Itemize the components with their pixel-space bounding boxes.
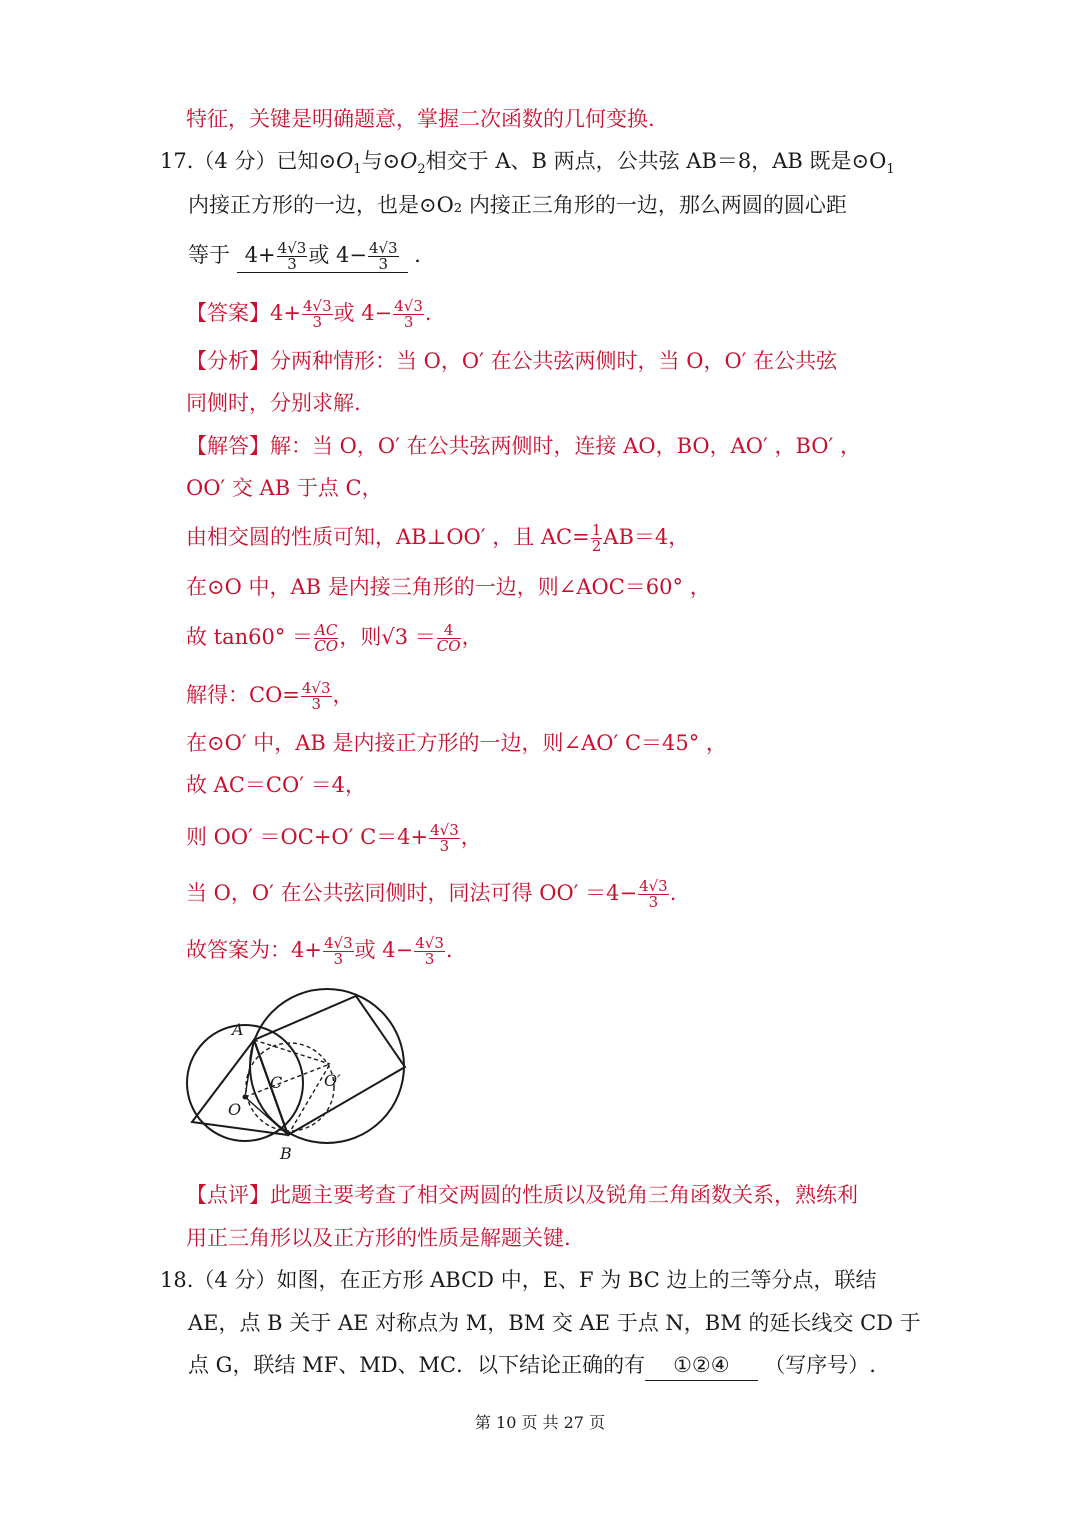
analysis-line1: 【分析】分两种情形：当 O，O′ 在公共弦两侧时，当 O，O′ 在公共弦 (186, 349, 838, 373)
label-c: C (270, 1073, 283, 1092)
circle-o-prime (250, 989, 404, 1143)
solution-line1: 【解答】解：当 O，O′ 在公共弦两侧时，连接 AO，BO，AO′ ，BO′ ， (186, 434, 861, 458)
question-number: 18. (160, 1268, 194, 1292)
solution-line9: 则 OO′ ＝OC+O′ C＝4+ $\frac{4√3}{3}$ ， (186, 821, 482, 855)
page-footer: 第 10 页 共 27 页 (474, 1413, 606, 1432)
question-score: （4 分） (193, 1268, 277, 1292)
question-17-stem-line3: 等于 4+ $\frac{4√3}{3}$ 或 4− $\frac{4√3}{3}$ ． (188, 239, 436, 273)
question-18-line1: 18.（4 分）如图，在正方形 ABCD 中，E、F 为 BC 边上的三等分点，联结 (160, 1268, 877, 1292)
comment-tag: 【点评】 (186, 1183, 270, 1207)
solution-line7: 在⊙O′ 中，AB 是内接正方形的一边，则∠AO′ C＝45° ， (186, 731, 727, 755)
question-18-line3: 点 G，联结 MF、MD、MC．以下结论正确的有 ①②④ （写序号）. (188, 1350, 876, 1381)
solution-line6: 解得：CO= $\frac{4√3}{3}$ ， (186, 679, 354, 713)
prev-question-tail: 特征，关键是明确题意，掌握二次函数的几何变换. (186, 107, 655, 131)
answer-tag: 【答案】 (186, 301, 270, 325)
comment-line2: 用正三角形以及正方形的性质是解题关键. (186, 1226, 571, 1250)
label-b: B (280, 1144, 292, 1163)
intersecting-circles-figure (180, 985, 420, 1170)
answer-line: 【答案】4+ $\frac{4√3}{3}$ 或 4− $\frac{4√3}{3}$ . (186, 297, 432, 331)
solution-line10: 当 O，O′ 在公共弦同侧时，同法可得 OO′ ＝4− $\frac{4√3}{3}$ . (186, 877, 677, 911)
question-17-stem-line1: 17.（4 分）已知$⊙O_1$与$⊙O_2$相交于 A、B 两点，公共弦 AB＝8，AB 既是$⊙O_1$ (160, 149, 895, 178)
question-score: （4 分） (193, 149, 277, 173)
question-18-line2: AE，点 B 关于 AE 对称点为 M，BM 交 AE 于点 N，BM 的延长线交 CD 于 (188, 1311, 921, 1335)
solution-line11: 故答案为：4+ $\frac{4√3}{3}$ 或 4− $\frac{4√3}{3}$ . (186, 934, 453, 968)
question-17-stem-line2: 内接正方形的一边，也是⊙O₂ 内接正三角形的一边，那么两圆的圆心距 (188, 193, 847, 217)
comment-line1: 【点评】此题主要考查了相交两圆的性质以及锐角三角函数关系，熟练利 (186, 1183, 858, 1207)
label-o-prime: O′ (324, 1071, 341, 1090)
label-a: A (232, 1020, 244, 1039)
solution-line2: OO′ 交 AB 于点 C， (186, 476, 383, 500)
answer-blank: 4+ $\frac{4√3}{3}$ 或 4− $\frac{4√3}{3}$ (237, 240, 408, 273)
label-o: O (228, 1100, 242, 1119)
solution-line5: 故 tan60° ＝ $\frac{AC}{CO}$ ，则√3 ＝ $\frac{4}{CO}$ ， (186, 621, 483, 655)
analysis-line2: 同侧时，分别求解. (186, 391, 361, 415)
solution-line3: 由相交圆的性质可知，AB⊥OO′ ，且 AC= $\frac{1}{2}$ AB＝4， (186, 521, 690, 555)
analysis-tag: 【分析】 (186, 349, 270, 373)
question-number: 17. (160, 149, 194, 173)
solution-line8: 故 AC＝CO′ ＝4， (186, 773, 366, 797)
solution-line4: 在⊙O 中，AB 是内接三角形的一边，则∠AOC＝60° ， (186, 575, 711, 599)
answer-blank: ①②④ (645, 1350, 757, 1381)
solution-tag: 【解答】 (186, 434, 270, 458)
